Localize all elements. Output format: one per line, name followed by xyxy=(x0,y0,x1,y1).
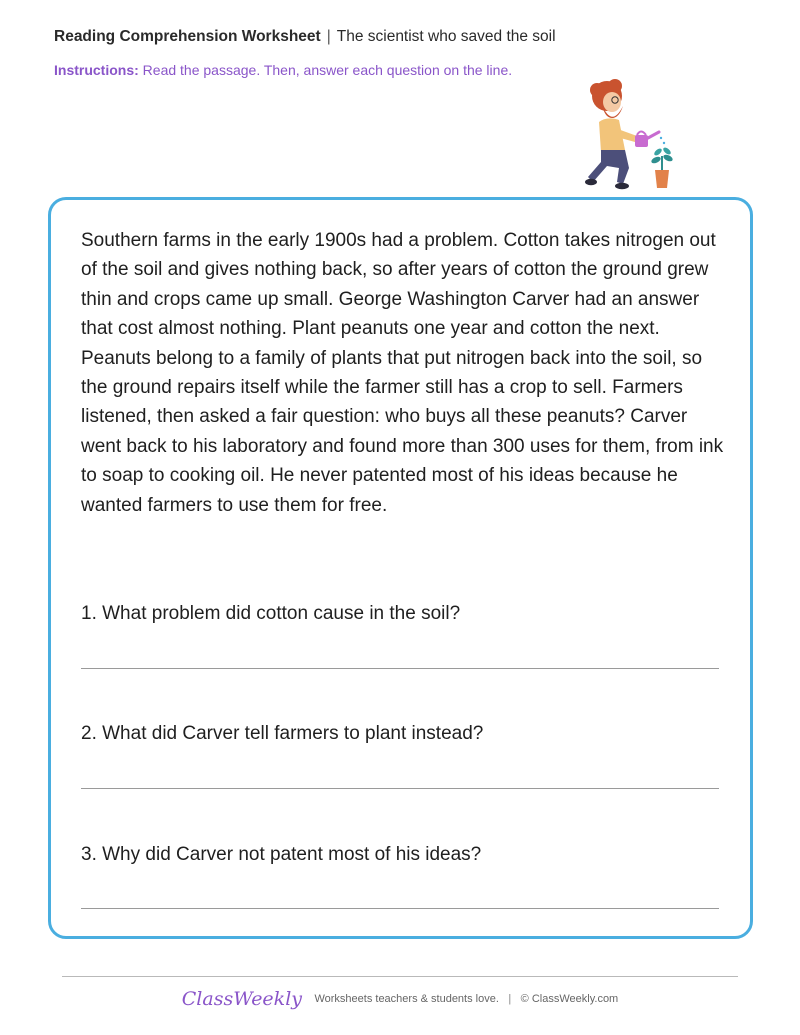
question-3: 3. Why did Carver not patent most of his ideas? xyxy=(81,844,482,865)
footer-separator: | xyxy=(508,993,512,1005)
brand-logo: ClassWeekly xyxy=(181,988,302,1010)
instructions xyxy=(54,60,524,81)
footer-tagline: Worksheets teachers & students love. xyxy=(314,993,499,1005)
instructions-label: Instructions: xyxy=(54,62,139,78)
answer-line-2[interactable] xyxy=(81,788,719,789)
question-2: 2. What did Carver tell farmers to plant instead? xyxy=(81,723,484,744)
worksheet-title: Reading Comprehension Worksheet xyxy=(54,28,321,45)
header-separator: | xyxy=(326,28,331,45)
footer-divider xyxy=(62,976,738,977)
reading-passage: Southern farms in the early 1900s had a problem. Cotton takes nitrogen out of the soil and gives nothing back, so after years of cotton the ground grew thin and crops came up small. George Washington Carver had an answer that cost almost nothing. Plant peanuts one year and cotton the next. Peanuts belong to a family of plants that put nitrogen back into the soil, so the ground repairs itself while the farmer still has a crop to sell. Farmers listened, then asked a fair question: who buys all these peanuts? Carver went back to his laboratory and found more than 300 uses for them, from ink to soap to cooking oil. He never patented most of his ideas because he wanted farmers to use them for free. xyxy=(81,230,724,516)
footer-copyright: © ClassWeekly.com xyxy=(520,993,619,1005)
answer-line-3[interactable] xyxy=(81,908,719,909)
footer xyxy=(0,988,800,1010)
question-1: 1. What problem did cotton cause in the soil? xyxy=(81,603,461,624)
worksheet-subtitle: The scientist who saved the soil xyxy=(336,28,556,45)
worksheet-header xyxy=(54,28,556,46)
instructions-text: Read the passage. Then, answer each question on the line. xyxy=(142,62,513,78)
answer-line-1[interactable] xyxy=(81,668,719,669)
scientist-watering-plant-icon xyxy=(585,78,685,193)
